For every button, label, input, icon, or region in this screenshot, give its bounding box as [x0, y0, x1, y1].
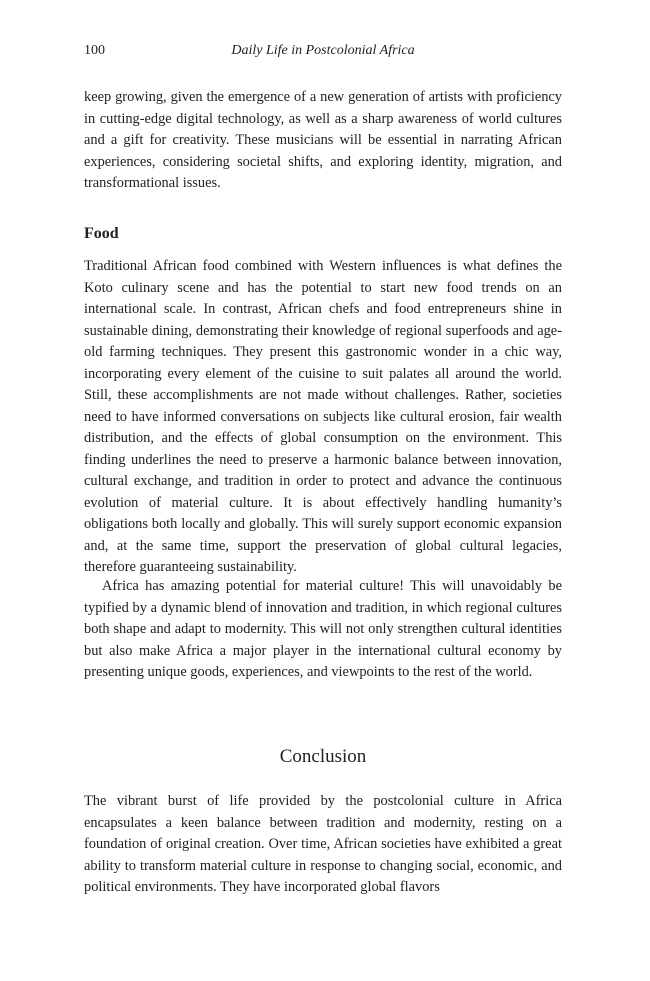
section-heading-conclusion: Conclusion	[279, 746, 367, 767]
section-heading-food: Food	[84, 225, 119, 242]
running-head	[84, 43, 562, 63]
paragraph-intro: keep growing, given the emergence of a new generation of artists with proficiency in cutting-edge digital technology, as well as a sharp awareness of world cultures and a gift for creativity. These musicians will be essential in narrating African experiences, considering societal shifts, and exploring identity, migration, and transformational issues.	[84, 89, 562, 191]
page-number: 100	[84, 43, 105, 58]
paragraph-conclusion-1: The vibrant burst of life provided by the postcolonial culture in Africa encapsulates a keen balance between tradition and modernity, resting on a foundation of original creation. Over time, African societies have exhibited a great ability to transform material culture in response to changing social, economic, and political environments. They have incorporated global flavors	[84, 793, 562, 895]
running-title: Daily Life in Postcolonial Africa	[231, 43, 415, 58]
paragraph-food-2: Africa has amazing potential for material culture! This will unavoidably be typified by a dynamic blend of innovation and tradition, in which regional cultures both shape and adapt to modernity. This will not only strengthen cultural identities but also make Africa a major player in the international cultural economy by presenting unique goods, experiences, and viewpoints to the rest of the world.	[84, 578, 562, 680]
paragraph-food-1: Traditional African food combined with Western influences is what defines the Koto culinary scene and has the potential to start new food trends on an international scale. In contrast, African chefs and food entrepreneurs shine in sustainable dining, demonstrating their knowledge of regional superfoods and age-old farming techniques. They present this gastronomic wonder in a chic way, incorporating every element of the cuisine to suit palates all around the world. Still, these accomplishments are not made without challenges. Rather, societies need to have informed conversations on subjects like cultural erosion, fair wealth distribution, and the effects of global consumption on the environment. This finding underlines the need to preserve a harmonic balance between innovation, cultural exchange, and tradition in order to protect and advance the continuous evolution of material culture. It is about effectively handling humanity’s obligations both locally and globally. This will surely support economic expansion and, at the same time, support the preservation of global cultural legacies, therefore guaranteeing sustainability.	[84, 258, 562, 575]
